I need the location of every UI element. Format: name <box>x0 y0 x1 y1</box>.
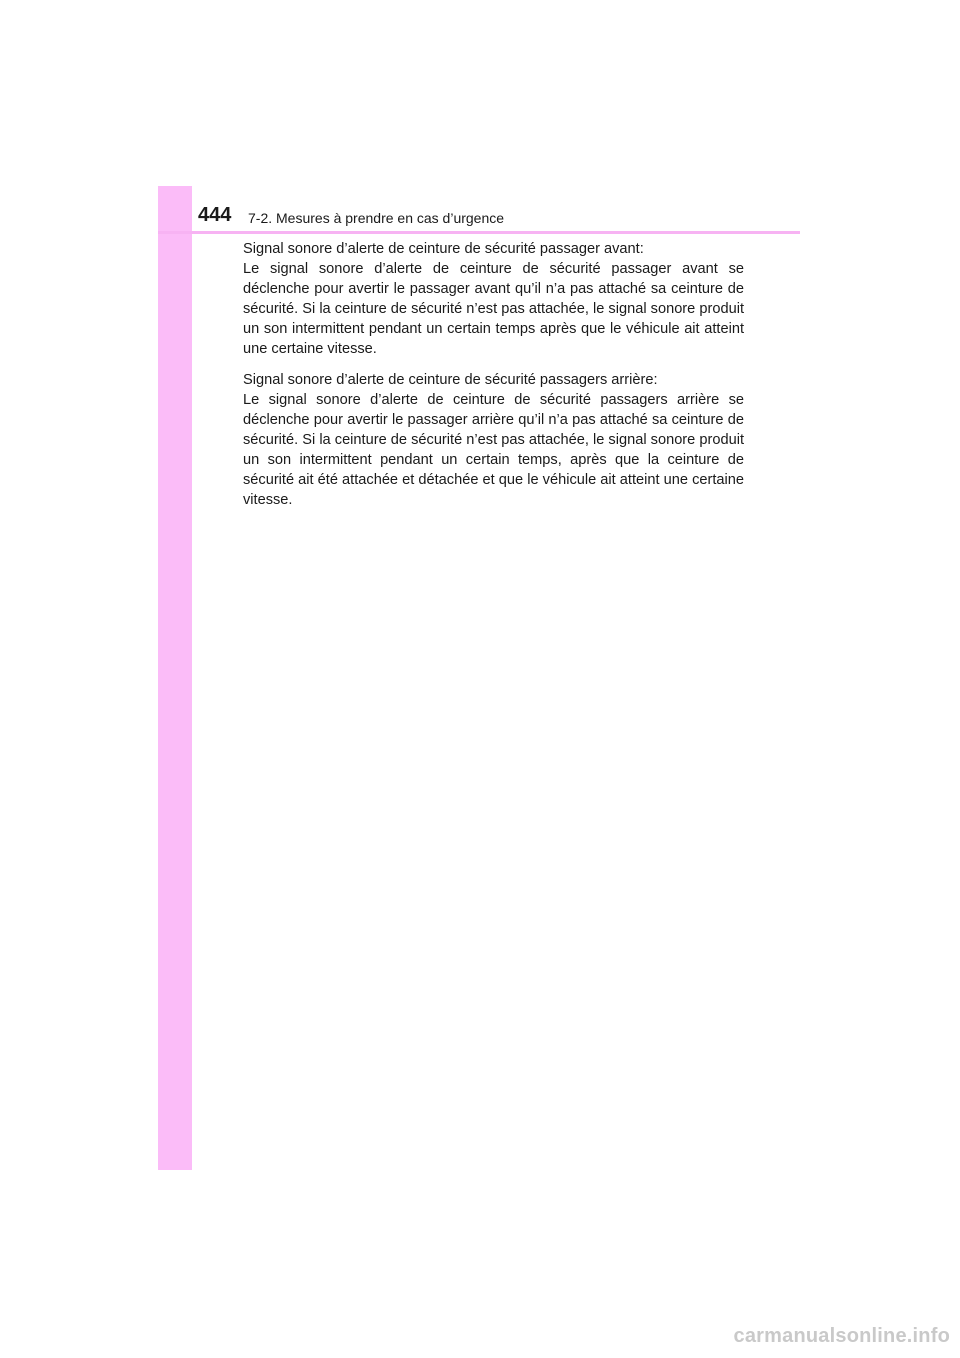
block-heading: Signal sonore d’alerte de ceinture de sécurité passager avant: <box>243 241 644 257</box>
content-block-rear-passengers <box>243 371 744 510</box>
page-number: 444 <box>198 204 232 226</box>
page-content <box>243 240 744 523</box>
block-paragraph: Le signal sonore d’alerte de ceinture de sécurité passagers arrière se déclenche pour avertir le passager arrière qu’il n’a pas attaché sa ceinture de sécurité. Si la ceinture de sécurité n’est pas attachée, le signal sonore produit un son intermittent pendant un certain temps, après que la ceinture de sécurité ait été attachée et détachée et que le véhicule ait atteint une certaine vitesse. <box>243 392 744 508</box>
watermark-link[interactable]: carmanualsonline.info <box>733 1325 950 1347</box>
block-heading: Signal sonore d’alerte de ceinture de sécurité passagers arrière: <box>243 372 658 389</box>
chapter-side-band <box>158 186 192 1170</box>
section-title: 7-2. Mesures à prendre en cas d’urgence <box>248 210 505 226</box>
header-rule <box>158 231 800 234</box>
content-block-front-passenger <box>243 240 744 359</box>
block-paragraph: Le signal sonore d’alerte de ceinture de sécurité passager avant se déclenche pour avertir le passager avant qu’il n’a pas attaché sa ceinture de sécurité. Si la ceinture de sécurité n’est pas attachée, le signal sonore produit un son intermittent pendant un certain temps après que le véhicule ait atteint une certaine vitesse. <box>243 260 744 357</box>
